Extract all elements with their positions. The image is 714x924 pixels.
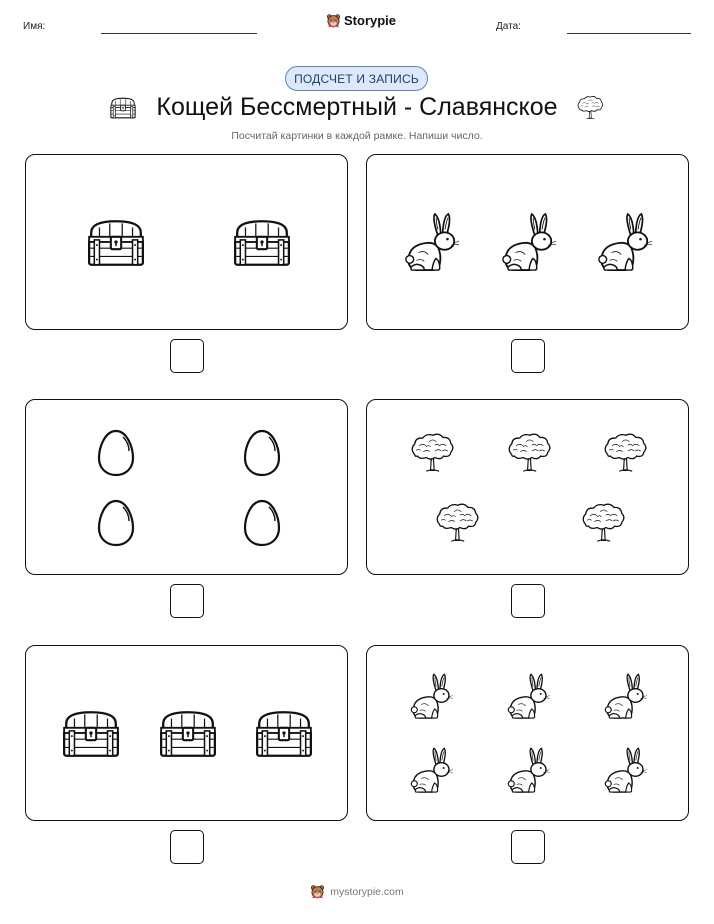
footer [0, 884, 714, 899]
tree-icon [580, 503, 626, 543]
counting-panel [366, 645, 689, 821]
answer-box[interactable] [170, 339, 204, 373]
brand-logo [326, 13, 396, 28]
footer-website[interactable]: mystorypie.com [330, 885, 404, 898]
egg-icon [96, 428, 136, 478]
rabbit-icon [506, 672, 551, 722]
counting-panel [366, 154, 689, 330]
answer-box[interactable] [511, 339, 545, 373]
egg-icon [242, 498, 282, 548]
treasure-chest-icon [85, 217, 147, 269]
worksheet-type-badge: ПОДСЧЕТ И ЗАПИСЬ [285, 66, 428, 91]
treasure-chest-icon [253, 708, 315, 760]
rabbit-icon [603, 672, 648, 722]
name-field[interactable] [101, 33, 257, 34]
rabbit-icon [506, 746, 551, 796]
rabbit-icon [596, 211, 654, 275]
answer-box[interactable] [170, 584, 204, 618]
rabbit-icon [403, 211, 461, 275]
treasure-chest-icon [60, 708, 122, 760]
egg-icon [96, 498, 136, 548]
tree-icon [506, 433, 552, 473]
answer-box[interactable] [511, 584, 545, 618]
brand-name: Storypie [344, 13, 397, 28]
tree-icon [602, 433, 648, 473]
rabbit-icon [500, 211, 558, 275]
tree-icon [434, 503, 480, 543]
counting-panel [25, 154, 348, 330]
date-label: Дата: [496, 21, 521, 32]
instructions: Посчитай картинки в каждой рамке. Напиши число. [231, 130, 483, 142]
rabbit-icon [409, 672, 454, 722]
storypie-bear-icon [310, 884, 325, 899]
rabbit-icon [603, 746, 648, 796]
rabbit-icon [409, 746, 454, 796]
answer-box[interactable] [511, 830, 545, 864]
tree-icon [409, 433, 455, 473]
egg-icon [242, 428, 282, 478]
treasure-chest-icon [231, 217, 293, 269]
tree-icon [576, 94, 604, 122]
storypie-bear-icon [326, 13, 341, 28]
answer-box[interactable] [170, 830, 204, 864]
date-field[interactable] [567, 33, 691, 34]
counting-panel [25, 399, 348, 575]
treasure-chest-icon [157, 708, 219, 760]
counting-panel [366, 399, 689, 575]
name-label: Имя: [23, 21, 46, 32]
page-title: Кощей Бессмертный - Славянское [156, 93, 558, 121]
counting-panel [25, 645, 348, 821]
